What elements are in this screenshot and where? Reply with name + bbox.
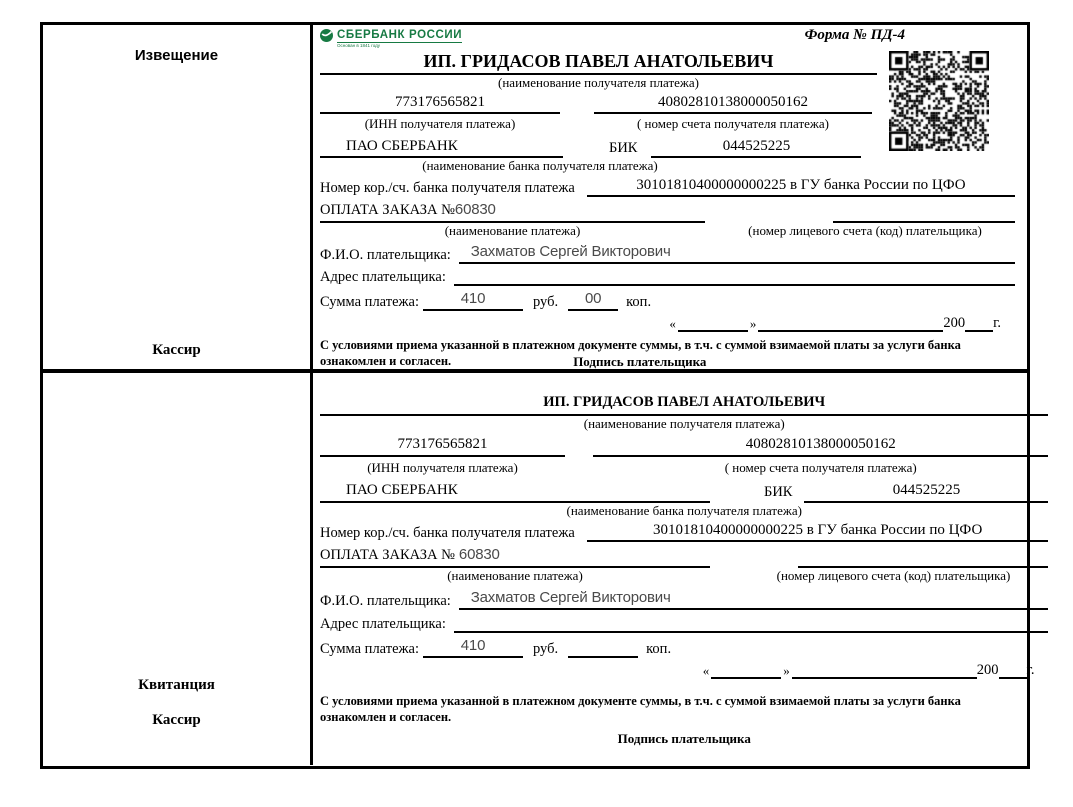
rub-label: руб. (533, 294, 559, 310)
bank-name: ПАО СБЕРБАНК (320, 480, 710, 503)
agreement-text-line2: ознакомлен и согласен. (320, 710, 452, 724)
payer-name-value: Захматов Сергей Викторович (470, 243, 671, 260)
payment-name-label: ОПЛАТА ЗАКАЗА № (320, 202, 455, 218)
year-suffix: г. (993, 315, 1001, 331)
bik-value: 044525225 (651, 136, 861, 158)
date-month-line (792, 677, 977, 679)
kop-label: коп. (626, 294, 652, 310)
inn-value: 773176565821 (320, 434, 565, 457)
year-label: 200 (976, 662, 999, 678)
payment-name-caption: (наименование платежа) (444, 223, 581, 238)
payer-name-line (459, 242, 1015, 264)
sum-value: 410 (423, 636, 523, 658)
date-day-line (711, 677, 781, 679)
notice-label: Извещение (134, 47, 219, 64)
account-value: 40802810138000050162 (593, 434, 1048, 457)
receipt-left-column (43, 373, 313, 765)
notice-left-column (43, 25, 313, 369)
sberbank-emblem-icon (320, 29, 333, 42)
payer-name-line (459, 588, 1049, 610)
payer-address-label: Адрес плательщика: (320, 269, 446, 285)
receipt-section (43, 373, 1035, 765)
payee-name: ИП. ГРИДАСОВ ПАВЕЛ АНАТОЛЬЕВИЧ (320, 51, 877, 75)
year-line (965, 330, 993, 332)
quote-close: » (783, 663, 790, 678)
account-value: 40802810138000050162 (594, 92, 872, 114)
order-number-value: 60830 (458, 546, 500, 563)
date-line (320, 662, 1048, 679)
year-suffix: г. (1026, 662, 1035, 678)
notice-form-area (313, 25, 1027, 369)
account-caption: ( номер счета получателя платежа) (636, 116, 830, 131)
form-number-label: Форма № ПД-4 (804, 27, 905, 43)
agreement-text-line1: С условиями приема указанной в платежном документе суммы, в т.ч. с суммой взимаемой платы за услуги банка (320, 338, 961, 352)
bank-logo-tagline: Основан в 1841 году (337, 43, 381, 48)
inn-value: 773176565821 (320, 92, 560, 114)
qr-code (889, 51, 989, 151)
inn-caption: (ИНН получателя платежа) (367, 460, 518, 475)
corr-account-label: Номер кор./сч. банка получателя платежа (320, 180, 575, 196)
sum-label: Сумма платежа: (320, 294, 419, 310)
payer-name-label: Ф.И.О. плательщика: (320, 247, 451, 263)
order-number-value: 60830 (454, 201, 496, 218)
account-caption: ( номер счета получателя платежа) (724, 460, 917, 475)
corr-account-label: Номер кор./сч. банка получателя платежа (320, 525, 575, 541)
payer-address-line (454, 631, 1049, 633)
payer-name-value: Захматов Сергей Викторович (470, 589, 671, 606)
kop-label: коп. (646, 641, 672, 657)
payment-name-line (320, 544, 710, 568)
receipt-form-area (313, 373, 1060, 765)
signature-label: Подпись плательщика (573, 354, 707, 369)
personal-account-caption: (номер лицевого счета (код) плательщика) (748, 223, 982, 238)
kop-value: 00 (568, 289, 618, 311)
signature-label: Подпись плательщика (617, 731, 751, 746)
payer-address-line (454, 284, 1015, 286)
bank-logo (320, 29, 1015, 51)
payment-name-line (320, 199, 705, 223)
date-line (320, 315, 1015, 332)
date-day-line (678, 330, 748, 332)
rub-label: руб. (533, 641, 559, 657)
year-line (999, 677, 1027, 679)
quote-open: « (702, 663, 710, 678)
agreement-text-line1: С условиями приема указанной в платежном документе суммы, в т.ч. с суммой взимаемой платы за услуги банка (320, 694, 961, 708)
sum-value: 410 (423, 289, 523, 311)
cashier-label-2: Кассир (152, 712, 201, 728)
year-label: 200 (943, 315, 966, 331)
bank-logo-name: СБЕРБАНК РОССИИ (337, 29, 463, 41)
payee-name-caption: (наименование получателя платежа) (498, 75, 699, 90)
quote-open: « (669, 316, 676, 331)
bik-value: 044525225 (804, 480, 1048, 503)
receipt-label: Квитанция (138, 677, 215, 693)
payment-name-caption: (наименование платежа) (447, 568, 583, 583)
inn-caption: (ИНН получателя платежа) (364, 116, 516, 131)
payer-address-label: Адрес плательщика: (320, 616, 446, 632)
bik-label: БИК (609, 140, 638, 156)
payee-name-caption: (наименование получателя платежа) (583, 416, 785, 431)
kop-value (568, 656, 638, 658)
corr-account-value: 30101810400000000225 в ГУ банка России по ЦФО (587, 520, 1049, 542)
bank-caption: (наименование банка получателя платежа) (422, 158, 658, 173)
sum-label: Сумма платежа: (320, 641, 419, 657)
cashier-label-1: Кассир (152, 342, 201, 358)
bank-name: ПАО СБЕРБАНК (320, 136, 563, 158)
payment-name-label: ОПЛАТА ЗАКАЗА № (320, 547, 455, 563)
bank-caption: (наименование банка получателя платежа) (566, 503, 802, 518)
notice-section (43, 25, 1027, 373)
payee-name: ИП. ГРИДАСОВ ПАВЕЛ АНАТОЛЬЕВИЧ (320, 393, 1048, 416)
agreement-text-line2: ознакомлен и согласен. (320, 354, 452, 368)
payer-name-label: Ф.И.О. плательщика: (320, 593, 451, 609)
payment-form-pd4 (40, 22, 1035, 769)
quote-close: » (749, 316, 757, 331)
corr-account-value: 30101810400000000225 в ГУ банка России по ЦФО (587, 175, 1015, 197)
date-month-line (758, 330, 943, 332)
personal-account-caption: (номер лицевого счета (код) плательщика) (776, 568, 1011, 583)
bik-label: БИК (764, 484, 793, 500)
